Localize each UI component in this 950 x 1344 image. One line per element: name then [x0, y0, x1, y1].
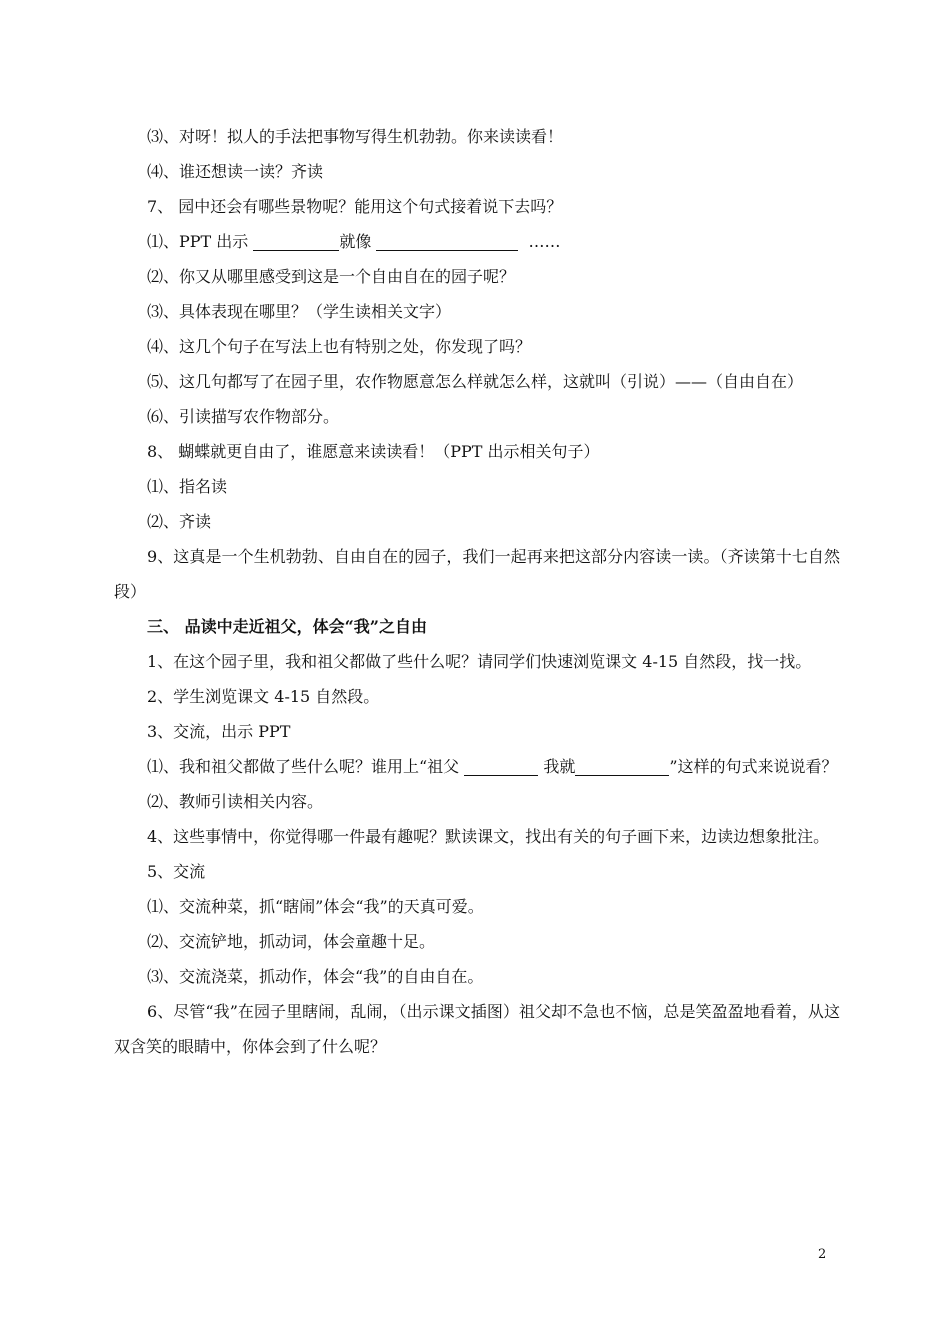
paragraph: 7、 园中还会有哪些景物呢？能用这个句式接着说下去吗？: [147, 197, 563, 216]
paragraph: 4、这些事情中，你觉得哪一件最有趣呢？默读课文，找出有关的句子画下来，边读边想象批注。: [147, 827, 830, 846]
paragraph: ⑵、齐读: [147, 512, 212, 531]
paragraph: 9、这真是一个生机勃勃、自由自在的园子，我们一起再来把这部分内容读一读。（齐读第十七自然段）: [114, 547, 840, 601]
paragraph: ⑵、教师引读相关内容。: [147, 792, 324, 811]
text-segment: ⑴、PPT 出示: [147, 232, 254, 251]
fill-in-blank: [376, 233, 518, 251]
fill-in-blank: [464, 758, 538, 776]
paragraph: 8、 蝴蝶就更自由了，谁愿意来读读看！（PPT 出示相关句子）: [147, 442, 600, 461]
paragraph: 2、学生浏览课文 4-15 自然段。: [147, 687, 380, 706]
text-segment: 我就: [538, 757, 576, 776]
paragraph-with-blanks: [114, 224, 840, 259]
paragraph-with-blanks: [114, 749, 840, 784]
page-number: 2: [818, 1247, 827, 1262]
paragraph: ⑷、这几个句子在写法上也有特别之处，你发现了吗？: [147, 337, 532, 356]
paragraph: ⑴、指名读: [147, 477, 228, 496]
paragraph: ⑹、引读描写农作物部分。: [147, 407, 340, 426]
paragraph: ⑶、具体表现在哪里？（学生读相关文字）: [147, 302, 452, 321]
text-segment: ……: [528, 232, 561, 251]
paragraph: 1、在这个园子里，我和祖父都做了些什么呢？请同学们快速浏览课文 4-15 自然段，找一找。: [147, 652, 812, 671]
text-segment: ⑴、我和祖父都做了些什么呢？谁用上“祖父: [147, 757, 465, 776]
paragraph: 5、交流: [147, 862, 206, 881]
paragraph: 3、交流，出示 PPT: [147, 722, 291, 741]
text-segment: ”这样的句式来说说看？: [669, 757, 838, 776]
fill-in-blank: [575, 758, 669, 776]
paragraph: ⑶、交流浇菜，抓动作，体会“我”的自由自在。: [147, 967, 484, 986]
paragraph: ⑶、对呀！拟人的手法把事物写得生机勃勃。你来读读看！: [147, 127, 564, 146]
paragraph: ⑴、交流种菜，抓“瞎闹”体会“我”的天真可爱。: [147, 897, 484, 916]
document-body: [114, 119, 840, 1064]
section-heading: 三、 品读中走近祖父，体会“我”之自由: [147, 617, 427, 636]
paragraph: ⑵、交流铲地，抓动词，体会童趣十足。: [147, 932, 436, 951]
paragraph: ⑷、谁还想读一读？齐读: [147, 162, 324, 181]
text-segment: 就像: [339, 232, 377, 251]
paragraph: ⑵、你又从哪里感受到这是一个自由自在的园子呢？: [147, 267, 516, 286]
fill-in-blank: [253, 233, 339, 251]
paragraph: 6、尽管“我”在园子里瞎闹，乱闹，（出示课文插图）祖父却不急也不恼，总是笑盈盈地看着，从这双含笑的眼睛中，你体会到了什么呢？: [114, 1002, 840, 1056]
paragraph: ⑸、这几句都写了在园子里，农作物愿意怎么样就怎么样，这就叫（引说）——（自由自在）: [147, 372, 804, 391]
